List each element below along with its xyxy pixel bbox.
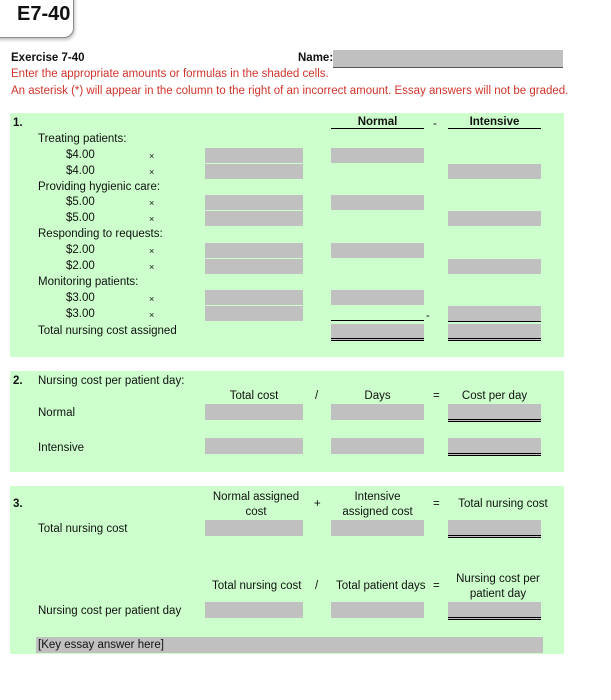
col-nursing-cost-per-patient-day: Nursing cost per patient day xyxy=(456,573,540,600)
times-icon: × xyxy=(149,294,155,304)
hygienic-qty-intensive-input[interactable] xyxy=(205,211,303,226)
hygienic-rate-intensive: $5.00 xyxy=(66,212,95,224)
hygienic-normal-amount-input[interactable] xyxy=(331,195,424,210)
monitoring-normal-underline xyxy=(331,306,424,321)
treating-intensive-amount-input[interactable] xyxy=(448,164,541,179)
intensive-assigned-cost-input[interactable] xyxy=(331,520,424,536)
monitoring-qty-intensive-input[interactable] xyxy=(205,306,303,321)
col-intensive-header: Intensive xyxy=(448,116,541,129)
essay-input[interactable] xyxy=(36,637,543,653)
treating-normal-amount-input[interactable] xyxy=(331,148,424,163)
equals-operator: = xyxy=(433,580,440,592)
times-icon: × xyxy=(149,151,155,161)
hygienic-intensive-amount-input[interactable] xyxy=(448,211,541,226)
total-normal-input[interactable] xyxy=(331,324,424,341)
requests-intensive-amount-input[interactable] xyxy=(448,259,541,274)
col-total-patient-days: Total patient days xyxy=(336,580,426,592)
col-total-nursing-cost: Total nursing cost xyxy=(458,498,548,510)
hygienic-rate-normal: $5.00 xyxy=(66,196,95,208)
row-total-nursing-cost-label: Total nursing cost xyxy=(38,523,128,535)
equals-operator: = xyxy=(433,390,440,402)
requests-qty-intensive-input[interactable] xyxy=(205,259,303,274)
total-nursing-cost-label: Total nursing cost assigned xyxy=(38,325,177,337)
times-icon: × xyxy=(149,198,155,208)
equals-operator: = xyxy=(433,498,440,510)
section-3-number: 3. xyxy=(13,498,23,510)
hygienic-label: Providing hygienic care: xyxy=(38,181,161,193)
requests-qty-normal-input[interactable] xyxy=(205,243,303,258)
times-icon: × xyxy=(149,262,155,272)
treating-qty-normal-input[interactable] xyxy=(205,148,303,163)
sheet-tab[interactable] xyxy=(0,0,74,38)
exercise-title: Exercise 7-40 xyxy=(11,52,85,64)
col-cost-per-day: Cost per day xyxy=(461,390,528,402)
col-normal-header: Normal xyxy=(331,116,424,129)
intensive-cost-per-day-input[interactable] xyxy=(448,438,541,456)
col-days: Days xyxy=(364,390,391,402)
times-icon: × xyxy=(149,246,155,256)
total-nursing-cost-input-2[interactable] xyxy=(205,602,303,618)
treating-rate-normal: $4.00 xyxy=(66,149,95,161)
times-icon: × xyxy=(149,214,155,224)
row-intensive-label: Intensive xyxy=(38,442,85,454)
normal-days-input[interactable] xyxy=(331,404,424,420)
monitoring-rate-normal: $3.00 xyxy=(66,292,95,304)
instruction-line-1: Enter the appropriate amounts or formulas in the shaded cells. xyxy=(11,68,329,80)
section-2-number: 2. xyxy=(13,375,23,387)
divide-operator: / xyxy=(315,580,319,592)
row-nursing-cost-per-patient-day-label: Nursing cost per patient day xyxy=(38,605,182,617)
section-1-number: 1. xyxy=(13,117,23,129)
monitoring-normal-amount-input[interactable] xyxy=(331,290,424,305)
times-icon: × xyxy=(149,310,155,320)
requests-rate-normal: $2.00 xyxy=(66,244,95,256)
sheet-tab-label: E7-40 xyxy=(17,3,71,25)
treating-qty-intensive-input[interactable] xyxy=(205,164,303,179)
section-2-title: Nursing cost per patient day: xyxy=(38,375,185,387)
monitoring-qty-normal-input[interactable] xyxy=(205,290,303,305)
row-normal-label: Normal xyxy=(38,407,76,419)
requests-normal-amount-input[interactable] xyxy=(331,243,424,258)
monitoring-intensive-amount-input[interactable] xyxy=(448,306,541,322)
col-total-nursing-cost-2: Total nursing cost xyxy=(212,580,302,592)
essay-placeholder: [Key essay answer here] xyxy=(38,639,164,651)
intensive-days-input[interactable] xyxy=(331,438,424,454)
total-intensive-input[interactable] xyxy=(448,324,541,341)
col-total-cost: Total cost xyxy=(229,390,279,402)
monitoring-label: Monitoring patients: xyxy=(38,276,139,288)
treating-rate-intensive: $4.00 xyxy=(66,165,95,177)
name-input[interactable] xyxy=(333,50,563,68)
total-patient-days-input[interactable] xyxy=(331,602,424,618)
intensive-total-cost-input[interactable] xyxy=(205,438,303,454)
col-intensive-assigned-cost: Intensive assigned cost xyxy=(342,491,413,518)
hygienic-qty-normal-input[interactable] xyxy=(205,195,303,210)
plus-operator: + xyxy=(314,498,321,510)
requests-rate-intensive: $2.00 xyxy=(66,260,95,272)
cost-per-patient-day-input[interactable] xyxy=(448,602,541,620)
monitoring-rate-intensive: $3.00 xyxy=(66,308,95,320)
normal-total-cost-input[interactable] xyxy=(205,404,303,420)
treating-label: Treating patients: xyxy=(38,133,127,145)
normal-assigned-cost-input[interactable] xyxy=(205,520,303,536)
normal-cost-per-day-input[interactable] xyxy=(448,404,541,422)
col-normal-assigned-cost: Normal assigned cost xyxy=(212,491,300,518)
total-nursing-cost-input[interactable] xyxy=(448,520,541,538)
times-icon: × xyxy=(149,167,155,177)
name-label: Name: xyxy=(298,52,334,64)
total-dash: - xyxy=(426,310,430,322)
requests-label: Responding to requests: xyxy=(38,228,163,240)
col-dash: - xyxy=(433,118,437,130)
instruction-line-2: An asterisk (*) will appear in the column to the right of an incorrect amount. Essay answers will not be graded. xyxy=(11,85,569,97)
divide-operator: / xyxy=(315,390,319,402)
